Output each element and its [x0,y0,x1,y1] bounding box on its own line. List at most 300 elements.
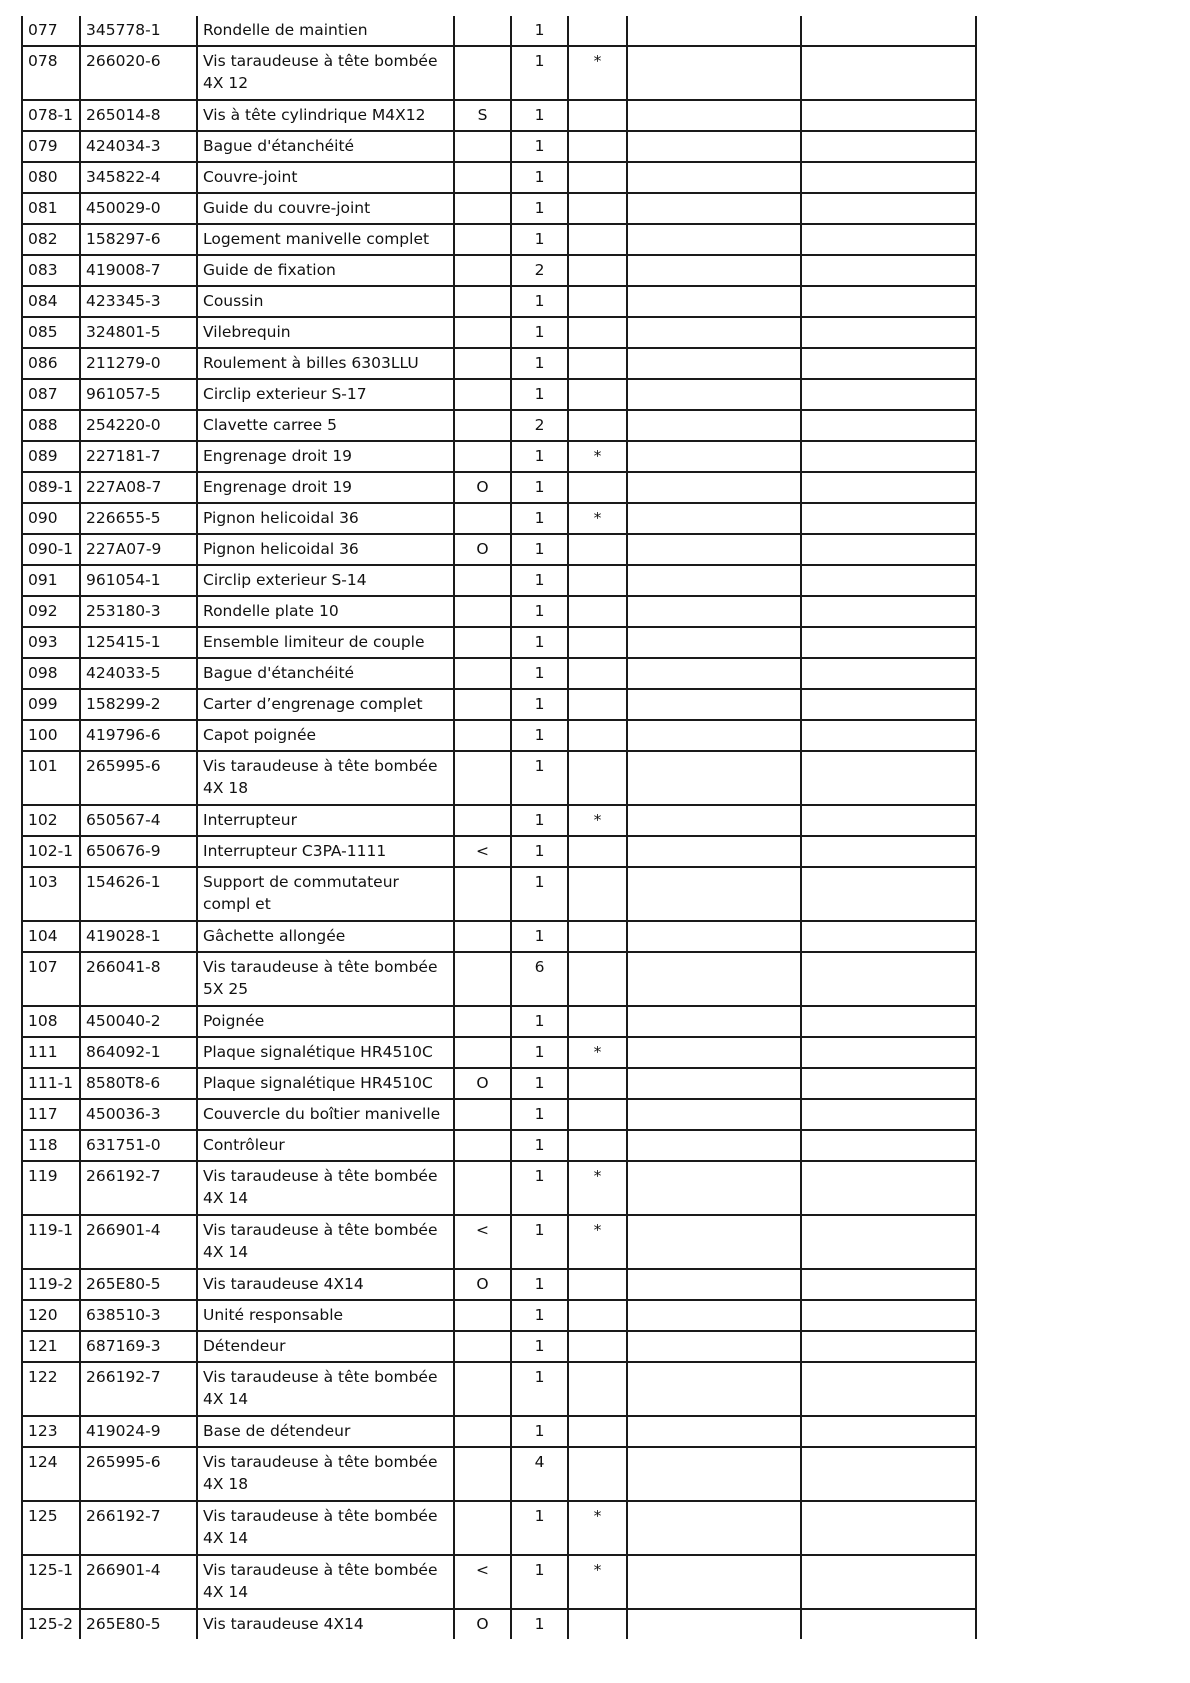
blank-cell-b [801,472,976,503]
part-number-cell: 253180-3 [80,596,197,627]
mark-cell [568,534,627,565]
blank-cell-a [627,348,801,379]
item-number-cell: 119 [22,1161,80,1215]
table-row [22,16,976,46]
quantity-cell: 1 [511,1609,568,1639]
note-cell [454,286,511,317]
part-number-cell: 450040-2 [80,1006,197,1037]
part-number-cell: 266901-4 [80,1555,197,1609]
mark-cell: * [568,805,627,836]
mark-cell [568,1609,627,1639]
mark-cell [568,1331,627,1362]
blank-cell-a [627,410,801,441]
note-cell [454,1300,511,1331]
blank-cell-b [801,348,976,379]
part-number-cell: 424033-5 [80,658,197,689]
blank-cell-b [801,131,976,162]
quantity-cell: 1 [511,379,568,410]
blank-cell-b [801,503,976,534]
blank-cell-b [801,1501,976,1555]
note-cell: O [454,1609,511,1639]
quantity-cell: 1 [511,1037,568,1068]
blank-cell-b [801,1161,976,1215]
part-number-cell: 227A07-9 [80,534,197,565]
description-cell: Circlip exterieur S-17 [197,379,454,410]
mark-cell: * [568,503,627,534]
mark-cell [568,1300,627,1331]
blank-cell-a [627,1269,801,1300]
item-number-cell: 083 [22,255,80,286]
item-number-cell: 101 [22,751,80,805]
quantity-cell: 1 [511,689,568,720]
part-number-cell: 265995-6 [80,1447,197,1501]
description-cell: Poignée [197,1006,454,1037]
note-cell [454,1161,511,1215]
blank-cell-a [627,836,801,867]
item-number-cell: 085 [22,317,80,348]
mark-cell: * [568,1501,627,1555]
item-number-cell: 100 [22,720,80,751]
quantity-cell: 1 [511,921,568,952]
part-number-cell: 266041-8 [80,952,197,1006]
part-number-cell: 265E80-5 [80,1269,197,1300]
table-row [22,565,976,596]
note-cell [454,565,511,596]
item-number-cell: 090 [22,503,80,534]
blank-cell-a [627,1037,801,1068]
item-number-cell: 079 [22,131,80,162]
blank-cell-a [627,565,801,596]
description-cell: Base de détendeur [197,1416,454,1447]
note-cell [454,952,511,1006]
mark-cell [568,1362,627,1416]
table-row [22,627,976,658]
description-cell: Vis taraudeuse à tête bombée 4X 14 [197,1501,454,1555]
description-cell: Guide de fixation [197,255,454,286]
part-number-cell: 450029-0 [80,193,197,224]
blank-cell-a [627,162,801,193]
description-cell: Plaque signalétique HR4510C [197,1068,454,1099]
blank-cell-a [627,1331,801,1362]
table-row [22,658,976,689]
description-cell: Support de commutateur compl et [197,867,454,921]
note-cell [454,1416,511,1447]
blank-cell-b [801,100,976,131]
mark-cell [568,596,627,627]
blank-cell-a [627,1300,801,1331]
note-cell: O [454,1068,511,1099]
description-cell: Vis taraudeuse à tête bombée 4X 18 [197,751,454,805]
blank-cell-b [801,46,976,100]
blank-cell-b [801,193,976,224]
note-cell [454,596,511,627]
item-number-cell: 081 [22,193,80,224]
blank-cell-a [627,1555,801,1609]
part-number-cell: 638510-3 [80,1300,197,1331]
item-number-cell: 102-1 [22,836,80,867]
table-row [22,867,976,921]
table-row [22,379,976,410]
part-number-cell: 158297-6 [80,224,197,255]
note-cell [454,1501,511,1555]
description-cell: Engrenage droit 19 [197,472,454,503]
blank-cell-a [627,131,801,162]
blank-cell-b [801,441,976,472]
quantity-cell: 1 [511,1215,568,1269]
item-number-cell: 099 [22,689,80,720]
blank-cell-b [801,286,976,317]
blank-cell-a [627,534,801,565]
blank-cell-b [801,596,976,627]
description-cell: Vis taraudeuse à tête bombée 4X 14 [197,1161,454,1215]
quantity-cell: 1 [511,472,568,503]
quantity-cell: 1 [511,1006,568,1037]
table-row [22,410,976,441]
table-row [22,472,976,503]
mark-cell [568,751,627,805]
quantity-cell: 1 [511,46,568,100]
description-cell: Pignon helicoidal 36 [197,534,454,565]
part-number-cell: 265995-6 [80,751,197,805]
description-cell: Pignon helicoidal 36 [197,503,454,534]
quantity-cell: 1 [511,348,568,379]
table-row [22,317,976,348]
blank-cell-b [801,867,976,921]
note-cell [454,379,511,410]
blank-cell-a [627,224,801,255]
blank-cell-a [627,16,801,46]
item-number-cell: 108 [22,1006,80,1037]
note-cell [454,689,511,720]
quantity-cell: 1 [511,503,568,534]
blank-cell-b [801,1037,976,1068]
quantity-cell: 2 [511,410,568,441]
item-number-cell: 098 [22,658,80,689]
quantity-cell: 1 [511,751,568,805]
blank-cell-a [627,286,801,317]
quantity-cell: 1 [511,1501,568,1555]
blank-cell-a [627,1362,801,1416]
mark-cell: * [568,46,627,100]
part-number-cell: 419028-1 [80,921,197,952]
blank-cell-a [627,1130,801,1161]
item-number-cell: 122 [22,1362,80,1416]
item-number-cell: 080 [22,162,80,193]
item-number-cell: 077 [22,16,80,46]
note-cell [454,1099,511,1130]
item-number-cell: 088 [22,410,80,441]
table-row [22,1269,976,1300]
description-cell: Vilebrequin [197,317,454,348]
part-number-cell: 450036-3 [80,1099,197,1130]
item-number-cell: 084 [22,286,80,317]
part-number-cell: 227A08-7 [80,472,197,503]
table-row [22,224,976,255]
item-number-cell: 117 [22,1099,80,1130]
blank-cell-b [801,921,976,952]
description-cell: Logement manivelle complet [197,224,454,255]
quantity-cell: 1 [511,534,568,565]
note-cell: < [454,1555,511,1609]
table-row [22,100,976,131]
quantity-cell: 1 [511,286,568,317]
mark-cell [568,921,627,952]
table-row [22,1037,976,1068]
blank-cell-b [801,952,976,1006]
description-cell: Ensemble limiteur de couple [197,627,454,658]
blank-cell-a [627,751,801,805]
note-cell: O [454,1269,511,1300]
item-number-cell: 089 [22,441,80,472]
blank-cell-a [627,805,801,836]
item-number-cell: 119-1 [22,1215,80,1269]
blank-cell-a [627,1099,801,1130]
description-cell: Vis taraudeuse à tête bombée 5X 25 [197,952,454,1006]
part-number-cell: 345778-1 [80,16,197,46]
mark-cell [568,131,627,162]
quantity-cell: 1 [511,224,568,255]
note-cell: O [454,472,511,503]
blank-cell-a [627,1006,801,1037]
mark-cell [568,689,627,720]
quantity-cell: 1 [511,317,568,348]
quantity-cell: 1 [511,100,568,131]
mark-cell [568,348,627,379]
blank-cell-a [627,441,801,472]
blank-cell-b [801,805,976,836]
table-row [22,1099,976,1130]
item-number-cell: 121 [22,1331,80,1362]
note-cell [454,1006,511,1037]
blank-cell-a [627,379,801,410]
blank-cell-b [801,317,976,348]
blank-cell-a [627,46,801,100]
mark-cell [568,627,627,658]
part-number-cell: 424034-3 [80,131,197,162]
blank-cell-b [801,1331,976,1362]
item-number-cell: 125 [22,1501,80,1555]
blank-cell-b [801,1006,976,1037]
item-number-cell: 124 [22,1447,80,1501]
quantity-cell: 4 [511,1447,568,1501]
blank-cell-b [801,410,976,441]
description-cell: Couvercle du boîtier manivelle [197,1099,454,1130]
quantity-cell: 1 [511,1161,568,1215]
description-cell: Vis taraudeuse à tête bombée 4X 12 [197,46,454,100]
part-number-cell: 419008-7 [80,255,197,286]
blank-cell-a [627,1609,801,1639]
description-cell: Vis taraudeuse à tête bombée 4X 18 [197,1447,454,1501]
description-cell: Bague d'étanchéité [197,131,454,162]
part-number-cell: 864092-1 [80,1037,197,1068]
item-number-cell: 123 [22,1416,80,1447]
blank-cell-b [801,379,976,410]
item-number-cell: 078-1 [22,100,80,131]
table-row [22,1416,976,1447]
note-cell [454,805,511,836]
mark-cell [568,193,627,224]
quantity-cell: 1 [511,1331,568,1362]
table-row [22,1300,976,1331]
description-cell: Vis taraudeuse 4X14 [197,1609,454,1639]
description-cell: Vis à tête cylindrique M4X12 [197,100,454,131]
mark-cell [568,1269,627,1300]
part-number-cell: 125415-1 [80,627,197,658]
part-number-cell: 687169-3 [80,1331,197,1362]
quantity-cell: 1 [511,193,568,224]
table-row [22,836,976,867]
part-number-cell: 419024-9 [80,1416,197,1447]
note-cell: < [454,836,511,867]
description-cell: Circlip exterieur S-14 [197,565,454,596]
blank-cell-b [801,836,976,867]
blank-cell-b [801,1215,976,1269]
quantity-cell: 1 [511,1416,568,1447]
table-row [22,1215,976,1269]
note-cell [454,1362,511,1416]
mark-cell [568,317,627,348]
blank-cell-a [627,1416,801,1447]
description-cell: Unité responsable [197,1300,454,1331]
mark-cell [568,1068,627,1099]
blank-cell-b [801,1099,976,1130]
description-cell: Rondelle de maintien [197,16,454,46]
blank-cell-b [801,534,976,565]
blank-cell-a [627,867,801,921]
description-cell: Engrenage droit 19 [197,441,454,472]
blank-cell-a [627,1501,801,1555]
item-number-cell: 092 [22,596,80,627]
part-number-cell: 226655-5 [80,503,197,534]
note-cell [454,224,511,255]
item-number-cell: 119-2 [22,1269,80,1300]
item-number-cell: 120 [22,1300,80,1331]
note-cell [454,751,511,805]
description-cell: Couvre-joint [197,162,454,193]
table-row [22,720,976,751]
quantity-cell: 1 [511,1068,568,1099]
blank-cell-a [627,689,801,720]
blank-cell-a [627,1447,801,1501]
blank-cell-b [801,689,976,720]
item-number-cell: 082 [22,224,80,255]
mark-cell: * [568,1037,627,1068]
mark-cell [568,286,627,317]
table-row [22,1068,976,1099]
description-cell: Plaque signalétique HR4510C [197,1037,454,1068]
blank-cell-b [801,565,976,596]
note-cell: < [454,1215,511,1269]
item-number-cell: 089-1 [22,472,80,503]
mark-cell [568,1006,627,1037]
note-cell [454,627,511,658]
description-cell: Bague d'étanchéité [197,658,454,689]
note-cell [454,410,511,441]
parts-list-body [22,16,976,1639]
quantity-cell: 1 [511,805,568,836]
description-cell: Vis taraudeuse à tête bombée 4X 14 [197,1362,454,1416]
quantity-cell: 1 [511,1130,568,1161]
table-row [22,441,976,472]
description-cell: Vis taraudeuse à tête bombée 4X 14 [197,1215,454,1269]
blank-cell-b [801,1269,976,1300]
mark-cell [568,952,627,1006]
table-row [22,131,976,162]
part-number-cell: 423345-3 [80,286,197,317]
mark-cell [568,224,627,255]
description-cell: Détendeur [197,1331,454,1362]
table-row [22,805,976,836]
blank-cell-b [801,255,976,286]
note-cell: S [454,100,511,131]
blank-cell-b [801,1300,976,1331]
table-row [22,1555,976,1609]
note-cell [454,658,511,689]
table-row [22,162,976,193]
quantity-cell: 6 [511,952,568,1006]
part-number-cell: 961054-1 [80,565,197,596]
note-cell [454,720,511,751]
blank-cell-b [801,627,976,658]
part-number-cell: 266192-7 [80,1362,197,1416]
table-row [22,751,976,805]
description-cell: Clavette carree 5 [197,410,454,441]
part-number-cell: 266192-7 [80,1161,197,1215]
mark-cell: * [568,1215,627,1269]
part-number-cell: 266020-6 [80,46,197,100]
description-cell: Interrupteur [197,805,454,836]
note-cell [454,921,511,952]
description-cell: Interrupteur C3PA-1111 [197,836,454,867]
blank-cell-b [801,162,976,193]
quantity-cell: 1 [511,596,568,627]
quantity-cell: 1 [511,565,568,596]
table-row [22,596,976,627]
blank-cell-a [627,503,801,534]
item-number-cell: 107 [22,952,80,1006]
part-number-cell: 631751-0 [80,1130,197,1161]
blank-cell-b [801,658,976,689]
blank-cell-a [627,317,801,348]
table-row [22,255,976,286]
blank-cell-b [801,751,976,805]
quantity-cell: 2 [511,255,568,286]
table-row [22,1130,976,1161]
blank-cell-a [627,921,801,952]
item-number-cell: 118 [22,1130,80,1161]
part-number-cell: 8580T8-6 [80,1068,197,1099]
blank-cell-b [801,1555,976,1609]
mark-cell [568,720,627,751]
table-row [22,921,976,952]
mark-cell: * [568,1555,627,1609]
note-cell [454,441,511,472]
note-cell [454,131,511,162]
note-cell [454,503,511,534]
quantity-cell: 1 [511,720,568,751]
table-row [22,1362,976,1416]
blank-cell-a [627,596,801,627]
part-number-cell: 265014-8 [80,100,197,131]
blank-cell-a [627,952,801,1006]
item-number-cell: 125-1 [22,1555,80,1609]
blank-cell-a [627,255,801,286]
part-number-cell: 158299-2 [80,689,197,720]
mark-cell [568,1130,627,1161]
blank-cell-a [627,627,801,658]
mark-cell [568,472,627,503]
table-row [22,1501,976,1555]
